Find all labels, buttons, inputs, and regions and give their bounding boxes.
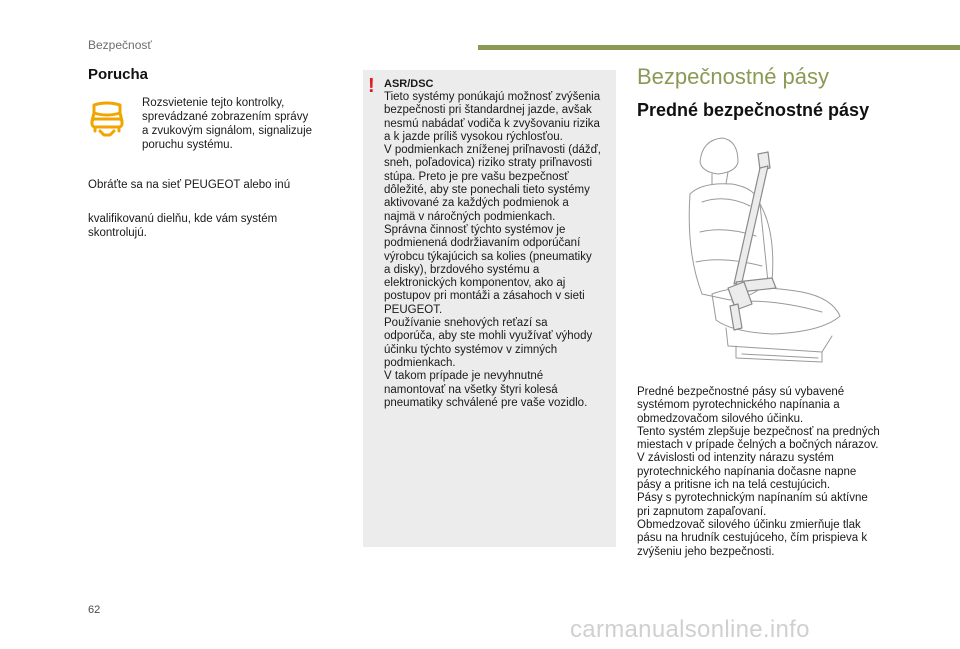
page-number: 62 [88, 604, 101, 616]
contact-instructions [88, 164, 328, 260]
front-seat-belts-heading: Predné bezpečnostné pásy [637, 100, 870, 120]
contact-paragraph-1: Obráťte sa na sieť PEUGEOT alebo inú [88, 179, 291, 191]
section-label: Bezpečnosť [88, 38, 152, 52]
seat-belts-heading: Bezpečnostné pásy [637, 64, 830, 89]
contact-paragraph-2: kvalifikovanú dielňu, kde vám systém skontrolujú. [88, 213, 278, 239]
note-title: ASR/DSC [384, 78, 434, 90]
fault-heading: Porucha [88, 66, 149, 83]
seatbelt-warning-icon [86, 101, 128, 139]
exclamation-icon: ! [368, 75, 375, 97]
watermark: carmanualsonline.info [570, 616, 810, 643]
section-divider-bar [478, 45, 960, 50]
front-seat-belt-illustration [672, 132, 892, 372]
seat-belt-description: Predné bezpečnostné pásy sú vybavené systémom pyrotechnického napínania a obmedzovačom silového účinku. Tento systém zlepšuje bezpečnosť na predných miestach v prípade čelných a bočných nárazov. V závislosti od intenzity nárazu systém pyrotechnického napínania dočasne napne pásy a pritisne ich na telá cestujúcich. Pásy s pyrotechnickým napínaním sú aktívne pri zapnutom zapaľovaní. Obmedzovač silového účinku zmierňuje tlak pásu na hrudník cestujúceho, čím prispieva k zvýšeniu jeho bezpečnosti. [637, 386, 880, 558]
warning-light-description: Rozsvietenie tejto kontrolky, sprevádzané zobrazením správy a zvukovým signálom, signalizuje poruchu systému. [142, 97, 313, 151]
note-body: Tieto systémy ponúkajú možnosť zvýšenia bezpečnosti pri štandardnej jazde, avšak nesmú nabádať vodiča k zvyšovaniu rizika a k jazde príliš vysokou rýchlosťou. V podmienkach zníženej priľnavosti (dážď, sneh, poľadovica) riziko straty priľnavosti stúpa. Preto je pre vašu bezpečnosť dôležité, aby ste ponechali tieto systémy aktivované za každých podmienok a najmä v náročných podmienkach. Správna činnosť týchto systémov je podmienená dodržiavaním odporúčaní výrobcu týkajúcich sa kolies (pneumatiky a disky), brzdového systému a elektronických komponentov, ako aj postupov pri montáži a zásahoch v sieti PEUGEOT. Používanie snehových reťazí sa odporúča, aby ste mohli využívať výhody účinku týchto systémov v zimných podmienkach. V takom prípade je nevyhnutné namontovať na všetky štyri kolesá pneumatiky schválené pre vaše vozidlo. [384, 91, 601, 409]
